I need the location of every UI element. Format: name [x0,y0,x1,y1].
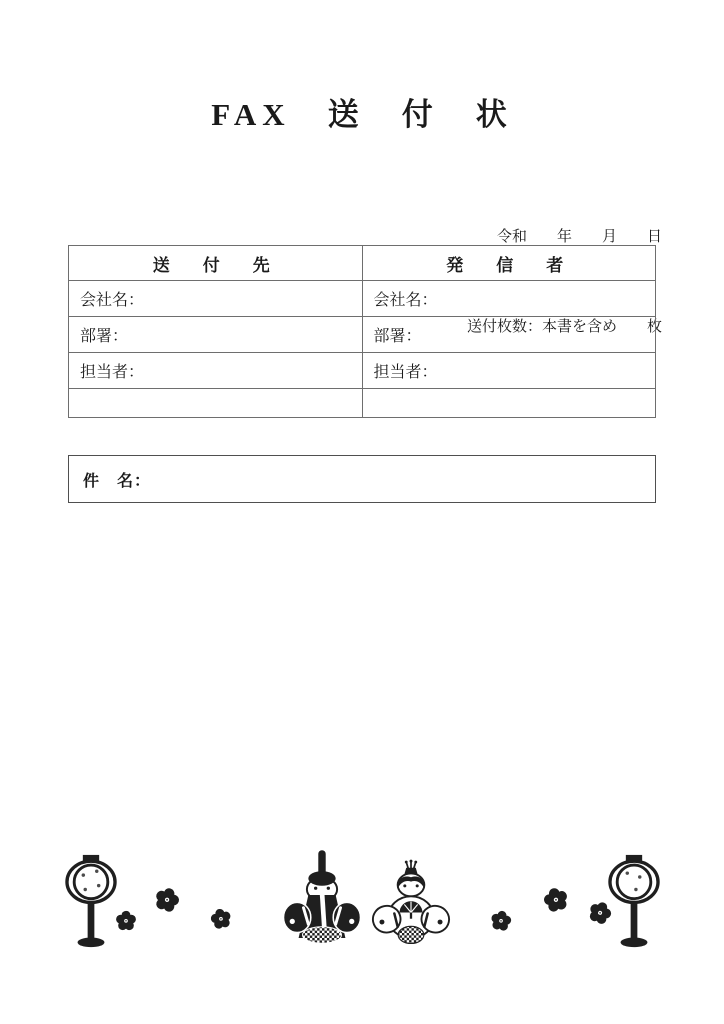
recipient-extra-field[interactable] [69,389,363,418]
table-row [69,281,656,317]
table-row [69,317,656,353]
sender-extra-field[interactable] [362,389,656,418]
plum-blossom-icon [488,908,513,933]
table-header-row [69,246,656,281]
plum-blossom-icon [208,906,234,932]
recipient-department-field[interactable]: 部署： [69,317,363,353]
table-row [69,389,656,418]
sender-person-field[interactable]: 担当者： [362,353,656,389]
recipient-sender-table [68,245,656,418]
plum-blossom-icon [115,910,137,932]
pages-count-line: 送付枚数：本書を含め 枚 [466,319,662,335]
sender-company-field[interactable]: 会社名： [362,281,656,317]
recipient-header-cell: 送 付 先 [69,246,363,281]
recipient-company-field[interactable]: 会社名： [69,281,363,317]
plum-blossom-icon [151,884,184,917]
sender-header-cell: 発 信 者 [362,246,656,281]
date-line: 令和 年 月 日 [496,229,662,245]
page-title: FAX 送 付 状 [211,97,513,132]
bonbori-lantern-icon [64,853,118,951]
bonbori-lantern-icon [607,853,661,951]
subject-box[interactable] [68,455,656,503]
plum-blossom-icon [540,884,572,916]
subject-label: 件 名： [83,472,152,490]
recipient-person-field[interactable]: 担当者： [69,353,363,389]
hinamatsuri-decoration-band [0,848,724,960]
male-hina-doll-icon [283,850,361,944]
table-row [69,353,656,389]
sender-department-field[interactable]: 部署： [362,317,656,353]
female-hina-doll-icon [371,859,451,947]
